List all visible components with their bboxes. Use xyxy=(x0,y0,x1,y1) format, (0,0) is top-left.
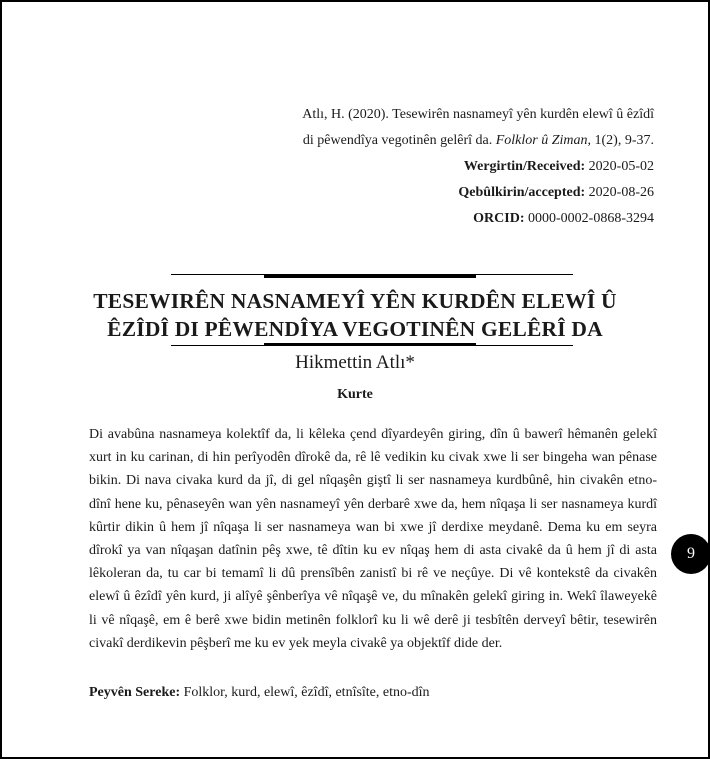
citation-title-end: di pêwendîya vegotinên gelêrî da. xyxy=(302,133,496,148)
title-line-2: ÊZÎDÎ DI PÊWENDÎYA VEGOTINÊN GELÊRÎ DA xyxy=(107,317,603,341)
accepted-date xyxy=(302,180,654,206)
author-name: Hikmettin Atlı* xyxy=(295,352,415,373)
keywords-label: Peyvên Sereke: xyxy=(89,685,181,700)
orcid-label: ORCID: xyxy=(473,211,525,226)
received-date xyxy=(302,154,654,180)
citation-block xyxy=(302,102,654,232)
journal-name: Folklor û Ziman, xyxy=(495,133,591,148)
page-number-badge xyxy=(671,534,710,574)
page-number: 9 xyxy=(687,545,695,562)
citation-line-1: Atlı, H. (2020). Tesewirên nasnameyî yên kurdên elewî û êzîdî xyxy=(302,107,654,122)
citation-volume: 1(2), 9-37. xyxy=(591,133,654,148)
accepted-value: 2020-08-26 xyxy=(585,185,654,200)
title-rule-bottom-thick xyxy=(264,343,476,346)
title-line-1: TESEWIRÊN NASNAMEYÎ YÊN KURDÊN ELEWÎ Û xyxy=(93,289,617,313)
abstract-text: Di avabûna nasnameya kolektîf da, li kêleka çend dîyardeyên giring, dîn û bawerî hêmanên gelekî xurt in ku carinan, di hin perîyodên dîrokê da, rê lê vedikin ku civak xwe li ser bingeha wan pênase bikin. Di nava civaka kurd da jî, di gel nîqaşên giştî li ser nasnameya kurdbûnê, hin civakên etno-dînî hene ku, pênaseyên wan yên nasnameyî yên derbarê xwe da, hem nîqaşa li ser nasnameya kurdî kûrtir dikin û hem jî nîqaşa li ser nasnameya wan bi xwe jî derdixe meydanê. Dema ku em seyra dîrokî ya van nîqaşan datînin pêş xwe, tê dîtin ku ev nîqaş hem di asta civakê da û hem jî di asta lêkoleran da, tu car bi temamî li dû prensîbên zanistî bi rê ve neçûye. Di vê kontekstê da civakên elewî û êzîdî yên kurd, ji alîyê şênberîya vê nîqaşê ve, du mînakên gelekî giring in. Wekî îlaweyekê li vê nîqaşê, em ê berê xwe bidin metinên folklorî ku li wê derê ji tesbîtên derveyî bêtir, tesewirên civakî derdikevin pêşberî me ku ev yek meyla civakê ya objektîf dide der. xyxy=(89,427,657,651)
citation-line-2 xyxy=(302,128,654,154)
received-value: 2020-05-02 xyxy=(585,159,654,174)
abstract-heading: Kurte xyxy=(337,387,373,402)
keywords-value: Folklor, kurd, elewî, êzîdî, etnîsîte, etno-dîn xyxy=(180,685,430,700)
orcid-value: 0000-0002-0868-3294 xyxy=(524,211,654,226)
title-rule-top-thick xyxy=(264,275,476,278)
orcid xyxy=(302,206,654,232)
received-label: Wergirtin/Received: xyxy=(463,159,586,174)
accepted-label: Qebûlkirin/accepted: xyxy=(458,185,586,200)
article-title xyxy=(22,287,688,343)
keywords xyxy=(89,685,430,701)
